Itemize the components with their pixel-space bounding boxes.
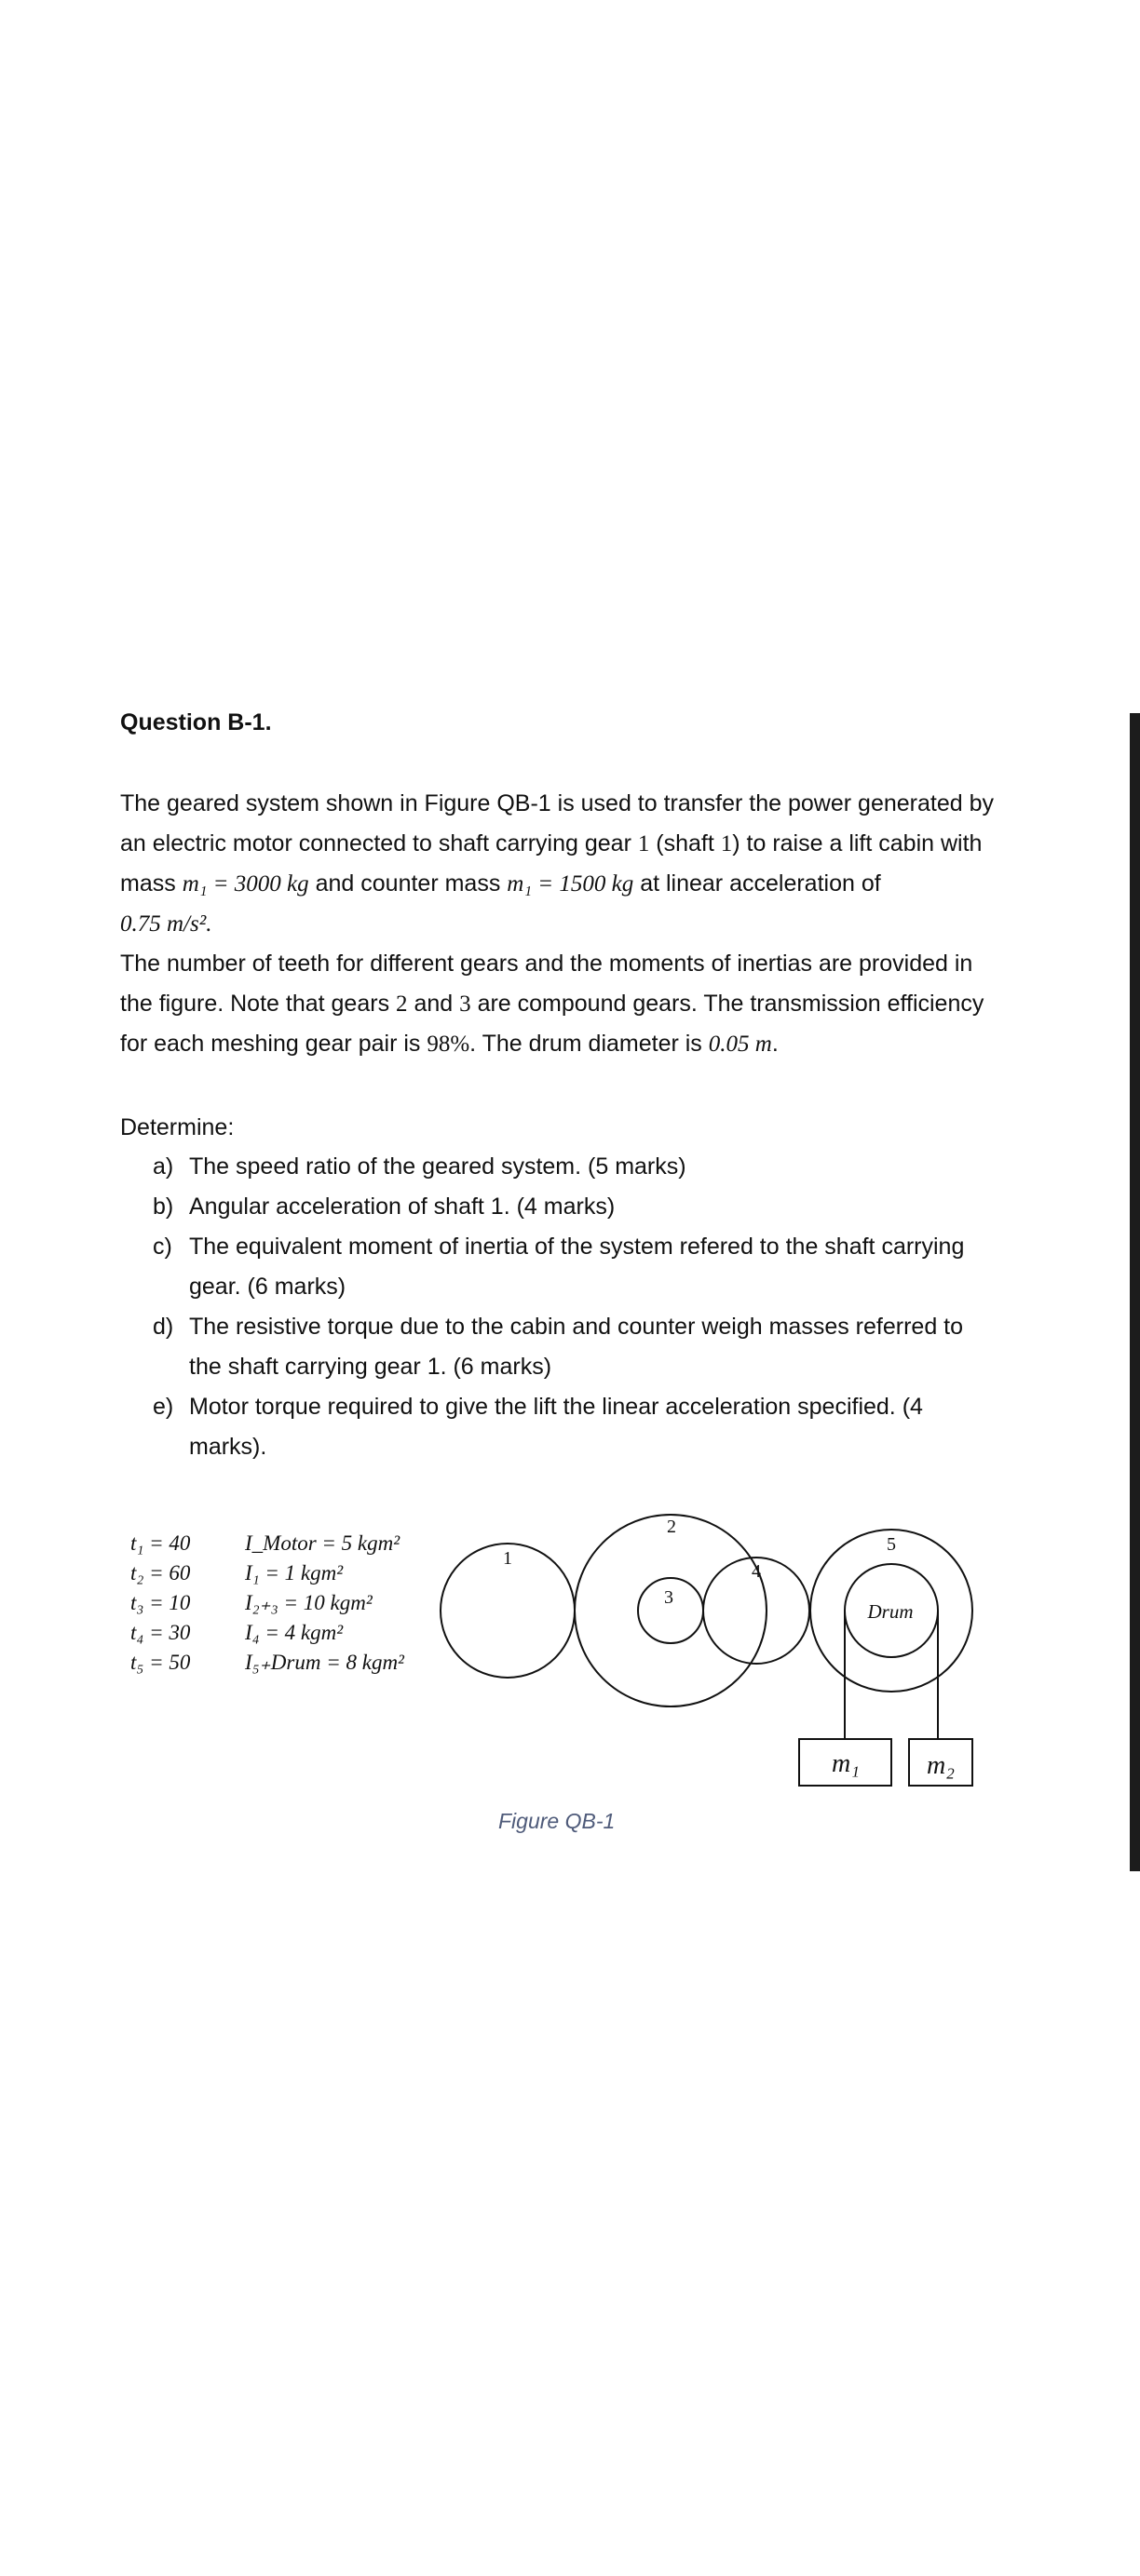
inertia-value: I₅₊Drum = 8 kgm² [245, 1651, 404, 1674]
math-run: 1 [637, 831, 650, 856]
text-run: ) to raise a lift cabin with [732, 830, 983, 856]
task-letter: a) [153, 1153, 174, 1180]
task-letter: e) [153, 1394, 174, 1420]
text-run: . The drum diameter is [469, 1031, 709, 1057]
task-text: Angular acceleration of shaft 1. (4 marks) [189, 1194, 616, 1220]
drum-label: Drum [867, 1600, 914, 1623]
text-run: the figure. Note that gears [120, 991, 397, 1017]
gear-4-label: 4 [752, 1561, 761, 1582]
teeth-value: t₄ = 30 [130, 1621, 191, 1644]
task-letter: b) [153, 1194, 174, 1220]
text-run: are compound gears. The transmission efficiency [470, 991, 984, 1017]
inertia-value: I₂₊₃ = 10 kgm² [245, 1591, 373, 1614]
math-run: m₁ = 3000 kg [182, 871, 309, 897]
task-text: The equivalent moment of inertia of the system refered to the shaft carrying [189, 1234, 965, 1260]
text-run: The number of teeth for different gears and the moments of inertias are provided in [120, 951, 973, 977]
task-text: gear. (6 marks) [189, 1274, 346, 1300]
determine-label: Determine: [120, 1114, 235, 1140]
text-run: mass [120, 870, 183, 897]
text-run: . [771, 1031, 779, 1057]
inertia-value: I₄ = 4 kgm² [245, 1621, 344, 1644]
gear-2-label: 2 [667, 1517, 676, 1537]
task-letter: d) [153, 1314, 174, 1340]
math-run: 0.75 m/s². [120, 911, 212, 937]
text-run: at linear acceleration of [633, 870, 881, 897]
math-run: 2 [396, 991, 408, 1017]
math-run: 1 [720, 831, 733, 856]
task-letter: c) [153, 1234, 172, 1260]
teeth-value: t₂ = 60 [130, 1561, 191, 1585]
gear-5-label: 5 [887, 1534, 896, 1555]
task-text: Motor torque required to give the lift the linear acceleration specified. (4 [189, 1394, 923, 1420]
text-run: and [407, 991, 460, 1017]
text-run: The geared system shown in Figure QB-1 is used to transfer the power generated by [120, 790, 994, 816]
mass-m2-label: m₂ [927, 1751, 955, 1780]
inertia-value: I₁ = 1 kgm² [245, 1561, 344, 1585]
teeth-value: t₁ = 40 [130, 1531, 191, 1555]
math-run: m₁ = 1500 kg [507, 871, 634, 897]
gear-1-label: 1 [503, 1548, 512, 1569]
teeth-value: t₃ = 10 [130, 1591, 191, 1614]
task-text: the shaft carrying gear 1. (6 marks) [189, 1354, 552, 1380]
task-text: The speed ratio of the geared system. (5 marks) [189, 1153, 686, 1180]
text-run: and counter mass [308, 870, 508, 897]
text-run: an electric motor connected to shaft carrying gear [120, 830, 638, 856]
text-run: for each meshing gear pair is [120, 1031, 428, 1057]
inertia-value: I_Motor = 5 kgm² [245, 1531, 400, 1555]
text-run: (shaft [649, 830, 721, 856]
task-text: The resistive torque due to the cabin and counter weigh masses referred to [189, 1314, 964, 1340]
figure-caption: Figure QB-1 [498, 1809, 616, 1833]
math-run: 3 [459, 991, 471, 1017]
math-run: 0.05 m [708, 1032, 772, 1057]
question-title: Question B-1. [120, 709, 272, 735]
teeth-value: t₅ = 50 [130, 1651, 191, 1674]
gear-3-label: 3 [664, 1587, 673, 1608]
gear-2-circle [575, 1515, 767, 1706]
mass-m1-label: m₁ [832, 1749, 860, 1778]
math-run: 98% [427, 1032, 470, 1057]
task-text: marks). [189, 1434, 267, 1460]
